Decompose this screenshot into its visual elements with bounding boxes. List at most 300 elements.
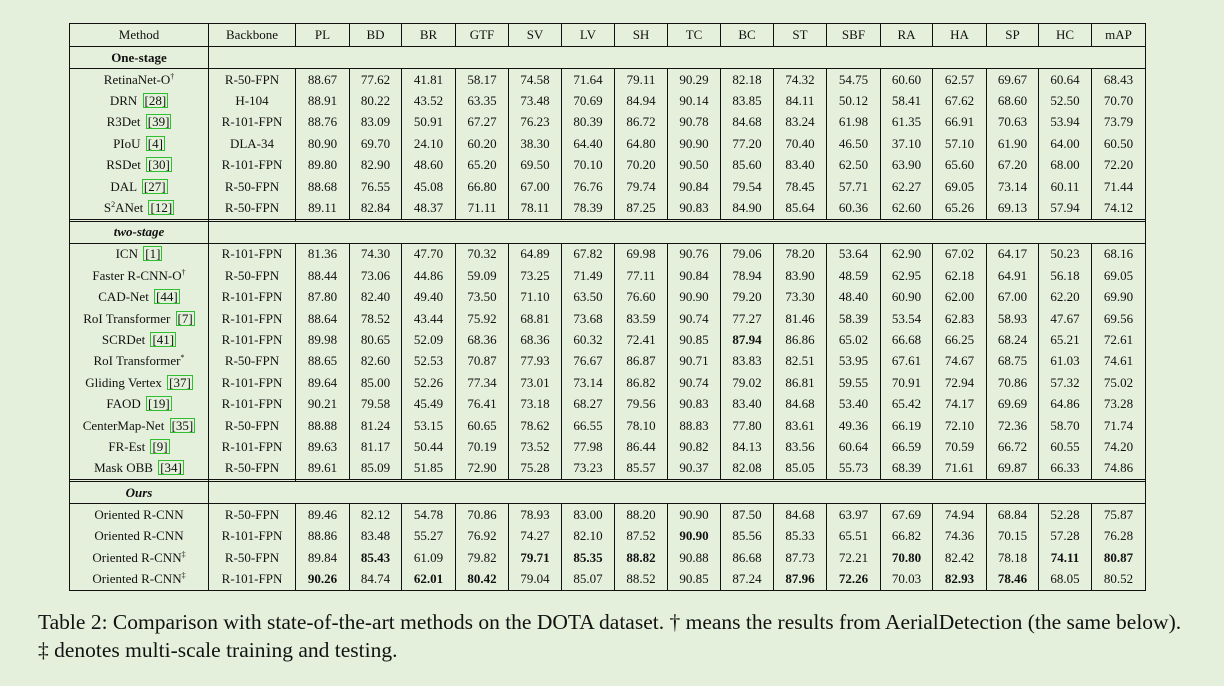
value-cell-map: 80.52 <box>1092 568 1146 590</box>
value-cell-st: 78.45 <box>774 176 827 197</box>
table-row <box>70 90 1146 111</box>
value-cell-map: 71.74 <box>1092 415 1146 436</box>
section-title: two-stage <box>70 221 209 243</box>
value-cell-lv: 71.49 <box>562 265 615 286</box>
header-row <box>70 24 1146 47</box>
value-cell-pl: 89.80 <box>296 155 350 176</box>
value-cell-bd: 85.00 <box>350 372 402 393</box>
value-cell-ra: 67.69 <box>881 504 933 526</box>
results-table-container <box>69 23 1144 591</box>
value-cell-tc: 90.78 <box>668 112 721 133</box>
best-value: 79.71 <box>520 549 550 565</box>
value-cell-bd: 74.30 <box>350 243 402 265</box>
value-cell-sh: 64.80 <box>615 133 668 154</box>
table-row <box>70 243 1146 265</box>
value-cell-gtf: 71.11 <box>456 197 509 219</box>
backbone-cell: R-50-FPN <box>209 415 296 436</box>
value-cell-sbf: 61.98 <box>827 112 881 133</box>
value-cell-sh <box>615 547 668 568</box>
value-cell-ha: 62.83 <box>933 308 987 329</box>
value-cell-st: 74.32 <box>774 69 827 91</box>
best-value: 70.80 <box>891 549 922 565</box>
value-cell-lv: 70.10 <box>562 155 615 176</box>
value-cell-sbf: 46.50 <box>827 133 881 154</box>
backbone-cell: R-50-FPN <box>209 265 296 286</box>
value-cell-sp: 69.69 <box>987 393 1039 414</box>
value-cell-bd: 73.06 <box>350 265 402 286</box>
value-cell-bc: 82.08 <box>721 458 774 480</box>
value-cell-ha: 82.42 <box>933 547 987 568</box>
value-cell-gtf: 60.65 <box>456 415 509 436</box>
value-cell-hc: 57.28 <box>1039 525 1092 546</box>
value-cell-bd: 81.17 <box>350 436 402 457</box>
value-cell-ra: 60.60 <box>881 69 933 91</box>
value-cell-bc <box>721 329 774 350</box>
value-cell-tc: 90.88 <box>668 547 721 568</box>
value-cell-bc: 85.60 <box>721 155 774 176</box>
value-cell-gtf: 58.17 <box>456 69 509 91</box>
backbone-cell: H-104 <box>209 90 296 111</box>
value-cell-sp: 58.93 <box>987 308 1039 329</box>
section-header-row <box>70 47 1146 69</box>
value-cell-bc: 84.90 <box>721 197 774 219</box>
citation: [39] <box>147 114 170 130</box>
value-cell-sbf: 63.97 <box>827 504 881 526</box>
value-cell-hc: 68.00 <box>1039 155 1092 176</box>
value-cell-ha: 66.91 <box>933 112 987 133</box>
value-cell-st: 83.90 <box>774 265 827 286</box>
citation: [34] <box>160 460 182 476</box>
column-header-sbf: SBF <box>827 24 881 47</box>
value-cell-sh: 79.11 <box>615 69 668 91</box>
value-cell-pl: 81.36 <box>296 243 350 265</box>
backbone-cell: R-101-FPN <box>209 568 296 590</box>
value-cell-br: 41.81 <box>402 69 456 91</box>
value-cell-bc: 87.24 <box>721 568 774 590</box>
value-cell-sv: 76.23 <box>509 112 562 133</box>
value-cell-sh: 72.41 <box>615 329 668 350</box>
table-row <box>70 329 1146 350</box>
value-cell-lv: 68.27 <box>562 393 615 414</box>
column-header-pl: PL <box>296 24 350 47</box>
value-cell-ra: 58.41 <box>881 90 933 111</box>
value-cell-bd: 80.65 <box>350 329 402 350</box>
best-value: 78.46 <box>997 570 1028 586</box>
table-row <box>70 547 1146 568</box>
method-mark: ‡ <box>181 570 186 580</box>
section-title: Ours <box>70 482 209 504</box>
backbone-cell: R-101-FPN <box>209 436 296 457</box>
section-title: One-stage <box>70 47 209 69</box>
value-cell-hc: 60.11 <box>1039 176 1092 197</box>
backbone-cell: R-101-FPN <box>209 393 296 414</box>
value-cell-lv: 73.23 <box>562 458 615 480</box>
best-value: 62.01 <box>413 570 444 586</box>
value-cell-sp: 72.36 <box>987 415 1039 436</box>
value-cell-pl: 89.11 <box>296 197 350 219</box>
value-cell-gtf: 73.50 <box>456 287 509 308</box>
section-header-row <box>70 482 1146 504</box>
method-mark: ‡ <box>181 549 186 559</box>
value-cell-sbf: 57.71 <box>827 176 881 197</box>
value-cell-sh: 86.82 <box>615 372 668 393</box>
citation: [12] <box>150 200 173 216</box>
value-cell-pl: 89.98 <box>296 329 350 350</box>
value-cell-pl: 87.80 <box>296 287 350 308</box>
value-cell-br: 53.15 <box>402 415 456 436</box>
best-value: 90.90 <box>679 528 709 544</box>
value-cell-ha: 62.18 <box>933 265 987 286</box>
value-cell-bc: 87.50 <box>721 504 774 526</box>
value-cell-bc: 77.80 <box>721 415 774 436</box>
value-cell-sp: 67.20 <box>987 155 1039 176</box>
citation: [37] <box>169 374 191 390</box>
value-cell-map: 74.12 <box>1092 197 1146 219</box>
value-cell-sv: 73.18 <box>509 393 562 414</box>
value-cell-st: 84.68 <box>774 504 827 526</box>
value-cell-sv: 71.10 <box>509 287 562 308</box>
value-cell-tc: 90.84 <box>668 265 721 286</box>
comparison-table <box>69 23 1146 591</box>
value-cell-st: 82.51 <box>774 351 827 372</box>
value-cell-bd: 85.09 <box>350 458 402 480</box>
table-row <box>70 372 1146 393</box>
value-cell-ra: 66.68 <box>881 329 933 350</box>
value-cell-pl: 90.21 <box>296 393 350 414</box>
value-cell-ha: 65.60 <box>933 155 987 176</box>
value-cell-lv: 77.98 <box>562 436 615 457</box>
value-cell-sbf: 65.51 <box>827 525 881 546</box>
method-cell: RoI Transformer [7] <box>70 308 209 329</box>
value-cell-st: 70.40 <box>774 133 827 154</box>
value-cell-br: 47.70 <box>402 243 456 265</box>
value-cell-gtf: 65.20 <box>456 155 509 176</box>
method-cell: R3Det [39] <box>70 112 209 133</box>
value-cell-tc: 90.29 <box>668 69 721 91</box>
value-cell-pl: 88.67 <box>296 69 350 91</box>
value-cell-tc: 90.85 <box>668 329 721 350</box>
backbone-cell: DLA-34 <box>209 133 296 154</box>
best-value: 85.35 <box>573 549 603 565</box>
backbone-cell: R-50-FPN <box>209 69 296 91</box>
citation: [28] <box>144 93 167 109</box>
column-header-sp: SP <box>987 24 1039 47</box>
value-cell-br: 48.60 <box>402 155 456 176</box>
value-cell-bc: 79.02 <box>721 372 774 393</box>
value-cell-tc: 90.85 <box>668 568 721 590</box>
value-cell-bc: 85.56 <box>721 525 774 546</box>
value-cell-st: 83.56 <box>774 436 827 457</box>
value-cell-br: 50.44 <box>402 436 456 457</box>
value-cell-bd: 69.70 <box>350 133 402 154</box>
value-cell-bc: 84.68 <box>721 112 774 133</box>
backbone-cell: R-101-FPN <box>209 243 296 265</box>
method-mark: * <box>180 353 185 363</box>
value-cell-hc: 53.94 <box>1039 112 1092 133</box>
value-cell-lv: 71.64 <box>562 69 615 91</box>
value-cell-sh: 70.20 <box>615 155 668 176</box>
value-cell-tc: 90.90 <box>668 133 721 154</box>
value-cell-br: 43.44 <box>402 308 456 329</box>
column-header-ra: RA <box>881 24 933 47</box>
value-cell-sv: 68.36 <box>509 329 562 350</box>
value-cell-st: 86.81 <box>774 372 827 393</box>
value-cell-ha: 62.57 <box>933 69 987 91</box>
value-cell-sv: 78.11 <box>509 197 562 219</box>
value-cell-ra: 62.27 <box>881 176 933 197</box>
table-row <box>70 568 1146 590</box>
value-cell-ra: 63.90 <box>881 155 933 176</box>
value-cell-sv: 69.50 <box>509 155 562 176</box>
value-cell-br: 51.85 <box>402 458 456 480</box>
value-cell-pl: 88.88 <box>296 415 350 436</box>
table-row <box>70 415 1146 436</box>
value-cell-sp: 61.90 <box>987 133 1039 154</box>
value-cell-br: 43.52 <box>402 90 456 111</box>
value-cell-ha: 74.67 <box>933 351 987 372</box>
value-cell-st: 83.61 <box>774 415 827 436</box>
value-cell-ha: 66.25 <box>933 329 987 350</box>
value-cell-tc: 90.74 <box>668 308 721 329</box>
table-row <box>70 197 1146 219</box>
value-cell-lv: 63.50 <box>562 287 615 308</box>
value-cell-bd: 80.22 <box>350 90 402 111</box>
value-cell-ha: 72.94 <box>933 372 987 393</box>
column-header-lv: LV <box>562 24 615 47</box>
value-cell-gtf: 77.34 <box>456 372 509 393</box>
best-value: 80.87 <box>1103 549 1134 565</box>
value-cell-sh: 78.10 <box>615 415 668 436</box>
value-cell-sh: 85.57 <box>615 458 668 480</box>
value-cell-sp: 68.75 <box>987 351 1039 372</box>
value-cell-sv: 68.81 <box>509 308 562 329</box>
value-cell-sh: 84.94 <box>615 90 668 111</box>
value-cell-sv: 78.62 <box>509 415 562 436</box>
section-header-fill <box>209 482 1146 504</box>
value-cell-gtf: 70.87 <box>456 351 509 372</box>
value-cell-ha: 71.61 <box>933 458 987 480</box>
value-cell-bc: 77.20 <box>721 133 774 154</box>
value-cell-ha: 57.10 <box>933 133 987 154</box>
value-cell-sp: 66.72 <box>987 436 1039 457</box>
value-cell-sh: 69.98 <box>615 243 668 265</box>
value-cell-sp: 70.15 <box>987 525 1039 546</box>
value-cell-sh: 83.59 <box>615 308 668 329</box>
value-cell-map: 69.56 <box>1092 308 1146 329</box>
value-cell-tc: 90.71 <box>668 351 721 372</box>
value-cell-bc: 83.40 <box>721 393 774 414</box>
value-cell-ra: 53.54 <box>881 308 933 329</box>
value-cell-map: 72.20 <box>1092 155 1146 176</box>
value-cell-tc: 90.83 <box>668 197 721 219</box>
value-cell-sv: 79.04 <box>509 568 562 590</box>
value-cell-sbf: 54.75 <box>827 69 881 91</box>
value-cell-bd: 82.12 <box>350 504 402 526</box>
value-cell-ra: 70.91 <box>881 372 933 393</box>
value-cell-br: 49.40 <box>402 287 456 308</box>
value-cell-sbf: 48.59 <box>827 265 881 286</box>
value-cell-gtf: 70.19 <box>456 436 509 457</box>
value-cell-bd: 83.48 <box>350 525 402 546</box>
value-cell-st <box>774 568 827 590</box>
value-cell-ra: 66.19 <box>881 415 933 436</box>
method-cell: RSDet [30] <box>70 155 209 176</box>
method-cell: SCRDet [41] <box>70 329 209 350</box>
table-row <box>70 112 1146 133</box>
value-cell-sbf: 53.95 <box>827 351 881 372</box>
value-cell-bc: 83.83 <box>721 351 774 372</box>
value-cell-gtf: 75.92 <box>456 308 509 329</box>
value-cell-sp: 64.17 <box>987 243 1039 265</box>
backbone-cell: R-101-FPN <box>209 155 296 176</box>
value-cell-hc: 64.00 <box>1039 133 1092 154</box>
value-cell-st: 73.30 <box>774 287 827 308</box>
value-cell-sbf: 50.12 <box>827 90 881 111</box>
value-cell-sbf <box>827 568 881 590</box>
value-cell-bc: 86.68 <box>721 547 774 568</box>
value-cell-tc: 90.90 <box>668 504 721 526</box>
value-cell-sh: 77.11 <box>615 265 668 286</box>
value-cell-pl: 89.61 <box>296 458 350 480</box>
table-row <box>70 176 1146 197</box>
value-cell-map <box>1092 547 1146 568</box>
value-cell-gtf: 66.80 <box>456 176 509 197</box>
value-cell-map: 73.28 <box>1092 393 1146 414</box>
value-cell-sbf: 53.64 <box>827 243 881 265</box>
value-cell-gtf: 67.27 <box>456 112 509 133</box>
value-cell-br: 55.27 <box>402 525 456 546</box>
value-cell-bd: 77.62 <box>350 69 402 91</box>
value-cell-sp: 70.86 <box>987 372 1039 393</box>
column-header-bc: BC <box>721 24 774 47</box>
value-cell-sbf: 49.36 <box>827 415 881 436</box>
value-cell-sp: 68.24 <box>987 329 1039 350</box>
value-cell-lv: 76.67 <box>562 351 615 372</box>
value-cell-lv: 73.68 <box>562 308 615 329</box>
method-cell: CenterMap-Net [35] <box>70 415 209 436</box>
value-cell-bc: 78.94 <box>721 265 774 286</box>
method-cell: Mask OBB [34] <box>70 458 209 480</box>
value-cell-ra: 70.03 <box>881 568 933 590</box>
value-cell-sh: 86.87 <box>615 351 668 372</box>
value-cell-bd: 76.55 <box>350 176 402 197</box>
backbone-cell: R-50-FPN <box>209 197 296 219</box>
best-value: 88.82 <box>626 549 656 565</box>
value-cell-ha: 74.17 <box>933 393 987 414</box>
value-cell-sbf: 58.39 <box>827 308 881 329</box>
column-header-ha: HA <box>933 24 987 47</box>
value-cell-tc: 90.84 <box>668 176 721 197</box>
value-cell-sbf: 59.55 <box>827 372 881 393</box>
value-cell-tc: 90.50 <box>668 155 721 176</box>
method-cell: Oriented R-CNN <box>70 525 209 546</box>
value-cell-ra: 66.82 <box>881 525 933 546</box>
value-cell-hc <box>1039 547 1092 568</box>
citation: [41] <box>152 331 175 347</box>
value-cell-ra: 67.61 <box>881 351 933 372</box>
method-cell: RoI Transformer* <box>70 351 209 372</box>
table-row <box>70 265 1146 286</box>
value-cell-st: 83.24 <box>774 112 827 133</box>
value-cell-gtf: 70.32 <box>456 243 509 265</box>
value-cell-sbf: 72.21 <box>827 547 881 568</box>
value-cell-tc: 90.90 <box>668 287 721 308</box>
value-cell-sbf: 65.02 <box>827 329 881 350</box>
value-cell-tc: 90.74 <box>668 372 721 393</box>
value-cell-map: 74.86 <box>1092 458 1146 480</box>
backbone-cell: R-101-FPN <box>209 525 296 546</box>
method-cell: PIoU [4] <box>70 133 209 154</box>
value-cell-ra <box>881 547 933 568</box>
backbone-cell: R-101-FPN <box>209 112 296 133</box>
value-cell-hc: 64.86 <box>1039 393 1092 414</box>
value-cell-st: 81.46 <box>774 308 827 329</box>
value-cell-pl: 89.84 <box>296 547 350 568</box>
section-header-row <box>70 221 1146 243</box>
value-cell-gtf: 70.86 <box>456 504 509 526</box>
method-cell: DAL [27] <box>70 176 209 197</box>
value-cell-sp: 69.87 <box>987 458 1039 480</box>
section-header-fill <box>209 221 1146 243</box>
value-cell-tc: 88.83 <box>668 415 721 436</box>
value-cell-br: 52.26 <box>402 372 456 393</box>
value-cell-st: 85.33 <box>774 525 827 546</box>
value-cell-pl: 89.46 <box>296 504 350 526</box>
value-cell-lv: 78.39 <box>562 197 615 219</box>
value-cell-ha: 74.94 <box>933 504 987 526</box>
value-cell-sh: 79.56 <box>615 393 668 414</box>
value-cell-sv <box>509 547 562 568</box>
value-cell-map: 75.02 <box>1092 372 1146 393</box>
method-cell: CAD-Net [44] <box>70 287 209 308</box>
table-row <box>70 525 1146 546</box>
value-cell-gtf: 76.92 <box>456 525 509 546</box>
citation: [9] <box>152 438 168 454</box>
value-cell-sp: 70.63 <box>987 112 1039 133</box>
method-cell: ICN [1] <box>70 243 209 265</box>
column-header-br: BR <box>402 24 456 47</box>
value-cell-tc: 90.83 <box>668 393 721 414</box>
value-cell-sp: 69.13 <box>987 197 1039 219</box>
value-cell-map: 74.61 <box>1092 351 1146 372</box>
value-cell-hc: 58.70 <box>1039 415 1092 436</box>
value-cell-hc: 57.94 <box>1039 197 1092 219</box>
value-cell-lv <box>562 547 615 568</box>
table-row <box>70 69 1146 91</box>
value-cell-sv: 77.93 <box>509 351 562 372</box>
method-cell: Oriented R-CNN <box>70 504 209 526</box>
value-cell-sv: 75.28 <box>509 458 562 480</box>
value-cell-ra: 62.90 <box>881 243 933 265</box>
value-cell-gtf: 79.82 <box>456 547 509 568</box>
value-cell-sp: 73.14 <box>987 176 1039 197</box>
value-cell-hc: 56.18 <box>1039 265 1092 286</box>
citation: [27] <box>143 178 166 194</box>
section-header-fill <box>209 47 1146 69</box>
table-row <box>70 504 1146 526</box>
value-cell-tc <box>668 525 721 546</box>
method-cell: FAOD [19] <box>70 393 209 414</box>
value-cell-pl: 88.91 <box>296 90 350 111</box>
value-cell-bc: 83.85 <box>721 90 774 111</box>
citation: [35] <box>171 417 194 433</box>
value-cell-br: 44.86 <box>402 265 456 286</box>
value-cell-gtf: 59.09 <box>456 265 509 286</box>
value-cell-hc: 47.67 <box>1039 308 1092 329</box>
best-value: 72.26 <box>838 570 869 586</box>
value-cell-map: 68.16 <box>1092 243 1146 265</box>
citation: [4] <box>147 135 163 151</box>
